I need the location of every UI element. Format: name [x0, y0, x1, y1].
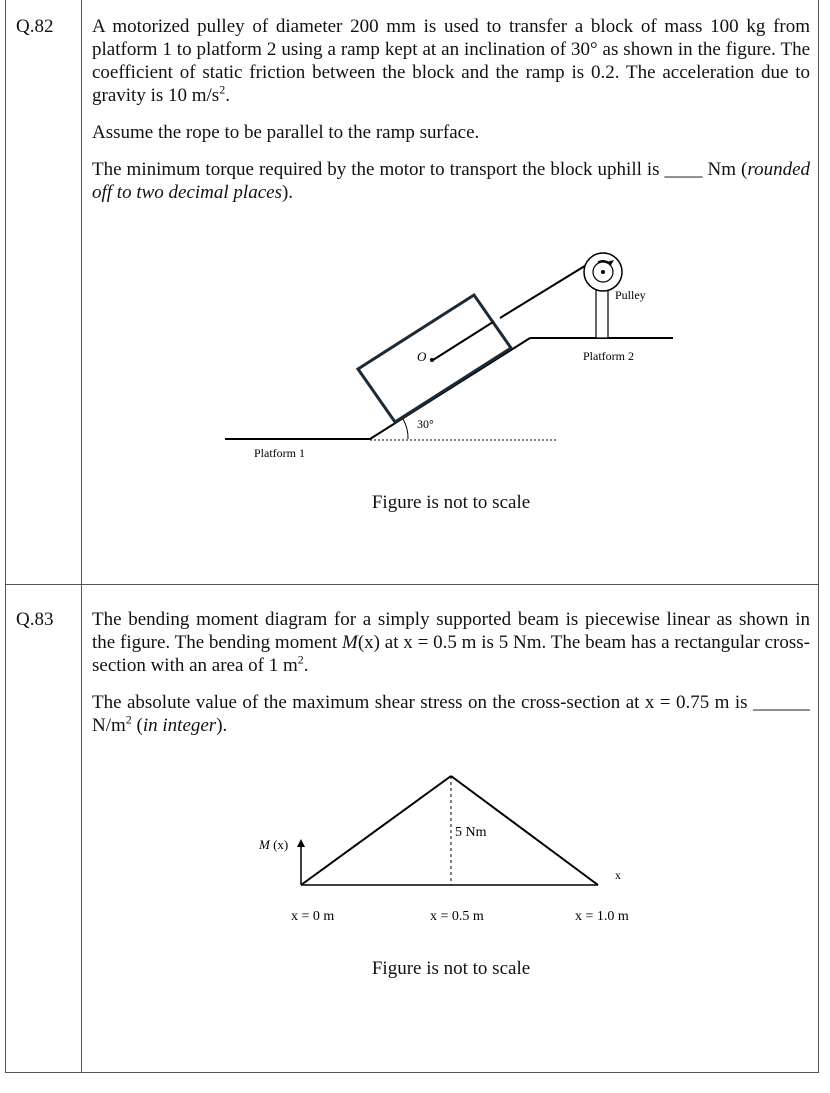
moment-rising-line: [301, 776, 451, 885]
q82-figure-caption: Figure is not to scale: [371, 492, 531, 513]
point-o-dot: [430, 358, 434, 362]
rope-upper-segment: [500, 264, 588, 318]
tick-label-start: x = 0 m: [291, 909, 335, 924]
tick-label-mid: x = 0.5 m: [430, 909, 484, 924]
tick-label-end: x = 1.0 m: [575, 909, 629, 924]
platform-2-label: Platform 2: [583, 349, 634, 363]
y-axis-arrow: [297, 839, 305, 847]
angle-label: 30°: [417, 417, 434, 431]
q82-paragraph-2: Assume the rope to be parallel to the ramp surface.: [92, 122, 480, 143]
pulley-label: Pulley: [615, 288, 646, 302]
y-axis-label: M (x): [259, 837, 289, 852]
x-axis-label: x: [615, 868, 621, 882]
pulley-axle: [601, 270, 605, 274]
q82-paragraph-3: The minimum torque required by the motor to transport the block uphill is ____ Nm (rounded off to two decimal places).: [92, 159, 810, 203]
q82-paragraph-1: A motorized pulley of diameter 200 mm is used to transfer a block of mass 100 kg from platform 1 to platform 2 using a ramp kept at an inclination of 30° as shown in the figure. The coefficient of static friction between the block and the ramp is 0.2. The acceleration due to gravity is 10 $m/s^2$.: [92, 16, 810, 106]
platform-1-label: Platform 1: [254, 446, 305, 460]
bending-moment-figure: [0, 585, 830, 985]
question-number-83: Q.83: [16, 609, 54, 630]
q83-paragraph-2: The absolute value of the maximum shear stress on the cross-section at x = 0.75 m is ______ $N/m^2$ (in integer).: [92, 692, 810, 736]
q83-figure-caption: Figure is not to scale: [371, 958, 531, 979]
point-o-label: O: [417, 349, 427, 364]
angle-arc: [403, 419, 408, 439]
question-number-82: Q.82: [16, 16, 54, 37]
q83-paragraph-1: The bending moment diagram for a simply supported beam is piecewise linear as shown in the figure. The bending moment M(x) at x = 0.5 m is 5 Nm. The beam has a rectangular cross-section with an area of 1 $m^2$.: [92, 609, 810, 676]
peak-label: 5 Nm: [455, 825, 487, 840]
